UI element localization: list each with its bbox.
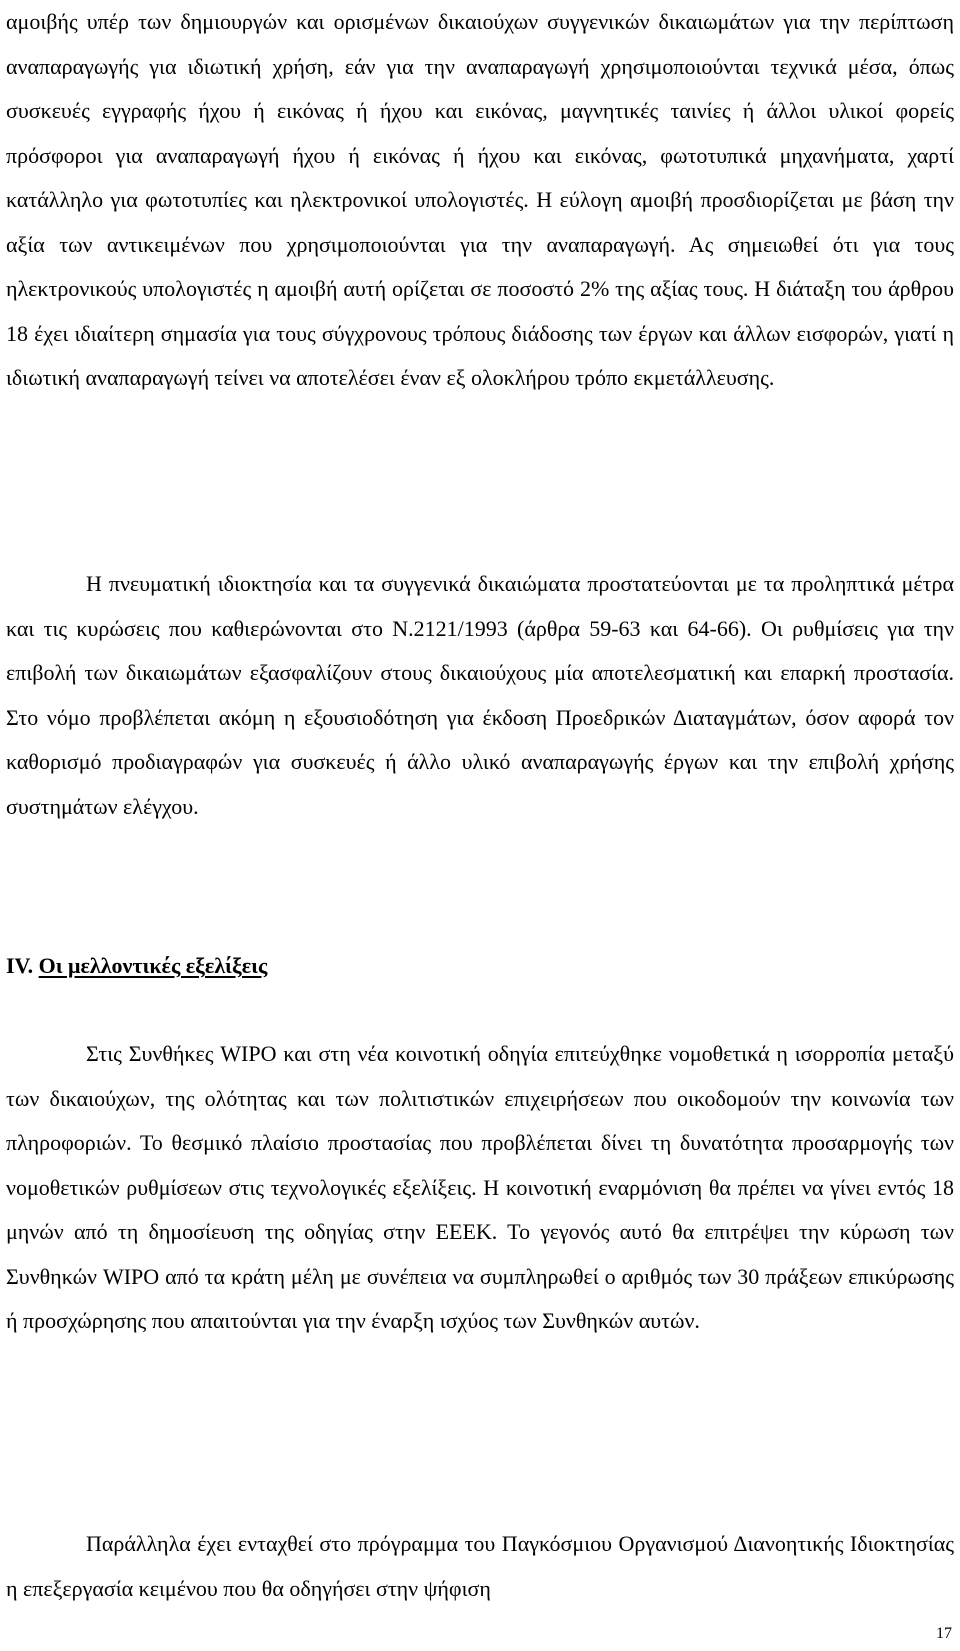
body-paragraph-3: Στις Συνθήκες WIPO και στη νέα κοινοτική οδηγία επιτεύχθηκε νομοθετικά η ισορροπία μεταξύ των δικαιούχων, της ολότητας και των πολιτιστικών επιχειρήσεων που οικοδομούν την κοινωνία των πληροφοριών. Το θεσμικό πλαίσιο προστασίας που προβλέπεται δίνει τη δυνατότητα προσαρμογής των νομοθετικών ρυθμίσεων στις τεχνολογικές εξελίξεις. Η κοινοτική εναρμόνιση θα πρέπει να γίνει εντός 18 μηνών από τη δημοσίευση της οδηγίας στην ΕΕΕΚ. Το γεγονός αυτό θα επιτρέψει την κύρωση των Συνθηκών WIPO από τα κράτη μέλη με συνέπεια να συμπληρωθεί ο αριθμός των 30 πράξεων επικύρωσης ή προσχώρησης που απαιτούνται για την έναρξη ισχύος των Συνθηκών αυτών. <box>6 1041 954 1333</box>
section-heading <box>6 944 267 989</box>
body-paragraph-2: Η πνευματική ιδιοκτησία και τα συγγενικά δικαιώματα προστατεύονται με τα προληπτικά μέτρα και τις κυρώσεις που καθιερώνονται στο Ν.2121/1993 (άρθρα 59-63 και 64-66). Οι ρυθμίσεις για την επιβολή των δικαιωμάτων εξασφαλίζουν στους δικαιούχους μία αποτελεσματική και επαρκή προστασία. Στο νόμο προβλέπεται ακόμη η εξουσιοδότηση για έκδοση Προεδρικών Διαταγμάτων, όσον αφορά τον καθορισμό προδιαγραφών για συσκευές ή άλλο υλικό αναπαραγωγής έργων και την επιβολή χρήσης συστημάτων ελέγχου. <box>6 571 954 819</box>
page-number: 17 <box>936 1625 952 1642</box>
section-number: IV. <box>6 953 34 978</box>
body-paragraph-4: Παράλληλα έχει ενταχθεί στο πρόγραμμα του Παγκόσμιου Οργανισμού Διανοητικής Ιδιοκτησίας η επεξεργασία κειμένου που θα οδηγήσει στην ψήφιση <box>6 1531 954 1601</box>
section-title: Οι μελλοντικές εξελίξεις <box>38 953 268 978</box>
body-paragraph-1: αμοιβής υπέρ των δημιουργών και ορισμένων δικαιούχων συγγενικών δικαιωμάτων για την περίπτωση αναπαραγωγής για ιδιωτική χρήση, εάν για την αναπαραγωγή χρησιμοποιούνται τεχνικά μέσα, όπως συσκευές εγγραφής ήχου ή εικόνας ή ήχου και εικόνας, μαγνητικές ταινίες ή άλλοι υλικοί φορείς πρόσφοροι για αναπαραγωγή ήχου ή εικόνας ή ήχου και εικόνας, φωτοτυπικά μηχανήματα, χαρτί κατάλληλο για φωτοτυπίες και ηλεκτρονικοί υπολογιστές. Η εύλογη αμοιβή προσδιορίζεται με βάση την αξία των αντικειμένων που χρησιμοποιούνται για την αναπαραγωγή. Ας σημειωθεί ότι για τους ηλεκτρονικούς υπολογιστές η αμοιβή αυτή ορίζεται σε ποσοστό 2% της αξίας τους. Η διάταξη του άρθρου 18 έχει ιδιαίτερη σημασία για τους σύγχρονους τρόπους διάδοσης των έργων και άλλων εισφορών, γιατί η ιδιωτική αναπαραγωγή τείνει να αποτελέσει έναν εξ ολοκλήρου τρόπο εκμετάλλευσης. <box>6 9 954 390</box>
